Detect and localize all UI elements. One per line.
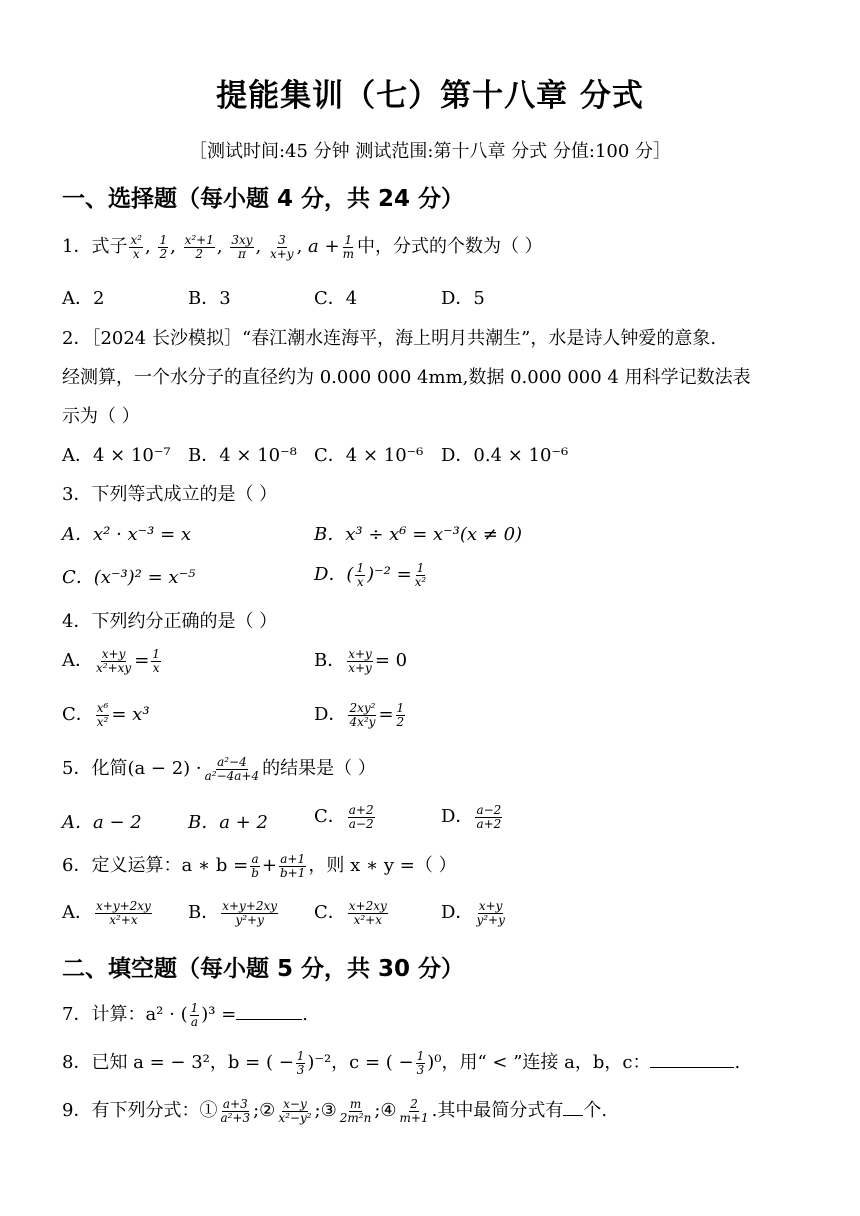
- q2-option-c: C．4 × 10⁻⁶: [314, 445, 424, 466]
- question-2-line3: 示为（ ）: [62, 406, 140, 427]
- test-info: ［测试时间:45 分钟 测试范围:第十八章 分式 分值:100 分］: [188, 141, 672, 162]
- question-3: 3．下列等式成立的是（ ）: [62, 484, 278, 505]
- q5-option-b: B．a + 2: [188, 812, 268, 833]
- q3-option-b: B．x³ ÷ x⁶ = x⁻³(x ≠ 0): [314, 524, 523, 545]
- question-1: 1．式子 $\frac{\text{x²}}{x}$ , $\frac{1}{2}$ , $\frac{\text{x²+1}}{2}$ , $\frac{3xy}{\pi}$ , $\frac{3}{x+y}$ , a + $\frac{1}{m}$ 中，分式的个数为（ ）: [62, 232, 543, 261]
- q1-option-b: B．3: [188, 288, 231, 309]
- q3-option-d: D．( $\frac{1}{x}$ )⁻² = $\frac{1}{\text{x²}}$: [314, 560, 427, 589]
- q6-option-d: D． $\frac{x+y}{\text{y²+y}}$: [441, 898, 505, 927]
- question-4: 4．下列约分正确的是（ ）: [62, 611, 278, 632]
- q6-option-c: C． $\frac{x+2xy}{\text{x²+x}}$: [314, 898, 387, 927]
- question-6: 6．定义运算：a ∗ b = $\frac{a}{b}$ + $\frac{a+1}{b+1}$ ，则 x ∗ y =（ ）: [62, 851, 457, 880]
- question-8: 8．已知 a = − 3²，b = ( − $\frac{1}{3}$ )⁻²，c = ( − $\frac{1}{3}$ )⁰，用“ < ”连接 a，b，c： .: [62, 1048, 741, 1077]
- q5-option-a: A．a − 2: [62, 812, 142, 833]
- question-2-line1: 2．［2024 长沙模拟］“春江潮水连海平，海上明月共潮生”，水是诗人钟爱的意象.: [62, 328, 717, 349]
- q4-option-c: C． $\frac{\text{x⁶}}{\text{x²}}$ = x³: [62, 700, 150, 729]
- q3-option-a: A．x² · x⁻³ = x: [62, 524, 192, 545]
- q1-option-d: D．5: [441, 288, 485, 309]
- q5-option-c: C． $\frac{a+2}{a-2}$: [314, 802, 374, 831]
- q5-option-d: D． $\frac{a-2}{a+2}$: [441, 802, 502, 831]
- q8-answer-blank[interactable]: [650, 1067, 734, 1068]
- question-2-line2: 经测算，一个水分子的直径约为 0.000 000 4mm,数据 0.000 000 4 用科学记数法表: [62, 367, 751, 388]
- q7-answer-blank[interactable]: [236, 1019, 302, 1020]
- q2-option-d: D．0.4 × 10⁻⁶: [441, 445, 569, 466]
- question-5: 5．化简(a − 2) · $\frac{\text{a²−4}}{\text{a²−4a+4}}$ 的结果是（ ）: [62, 754, 376, 783]
- q6-option-b: B． $\frac{x+y+2xy}{\text{y²+y}}$: [188, 898, 278, 927]
- question-7: 7．计算：a² · ( $\frac{1}{a}$ )³ = .: [62, 1000, 309, 1029]
- q9-answer-blank[interactable]: [563, 1115, 583, 1116]
- q4-option-d: D． $\frac{\text{2xy²}}{\text{4x²y}}$ = $\frac{1}{2}$: [314, 700, 405, 729]
- page-title: 提能集训（七）第十八章 分式: [216, 78, 644, 114]
- q6-option-a: A． $\frac{x+y+2xy}{\text{x²+x}}$: [62, 898, 151, 927]
- q1-option-c: C．4: [314, 288, 358, 309]
- section-fill-heading: 二、填空题（每小题 5 分，共 30 分）: [62, 956, 465, 982]
- q4-option-b: B． $\frac{x+y}{x+y}$ = 0: [314, 646, 408, 675]
- q2-option-a: A．4 × 10⁻⁷: [62, 445, 171, 466]
- q1-option-a: A．2: [62, 288, 105, 309]
- question-9: 9．有下列分式：① $\frac{a+3}{\text{a²+3}}$ ;② $\frac{x-y}{\text{x²−y²}}$ ;③ $\frac{m}{\text{2m²n}}$ ;④ $\frac{2}{m+1}$ .其中最简分式有 个.: [62, 1096, 608, 1125]
- q4-option-a: A． $\frac{x+y}{\text{x²+xy}}$ = $\frac{1}{x}$: [62, 646, 160, 675]
- q3-option-c: C．(x⁻³)² = x⁻⁵: [62, 567, 196, 588]
- section-choice-heading: 一、选择题（每小题 4 分，共 24 分）: [62, 186, 465, 212]
- q2-option-b: B．4 × 10⁻⁸: [188, 445, 297, 466]
